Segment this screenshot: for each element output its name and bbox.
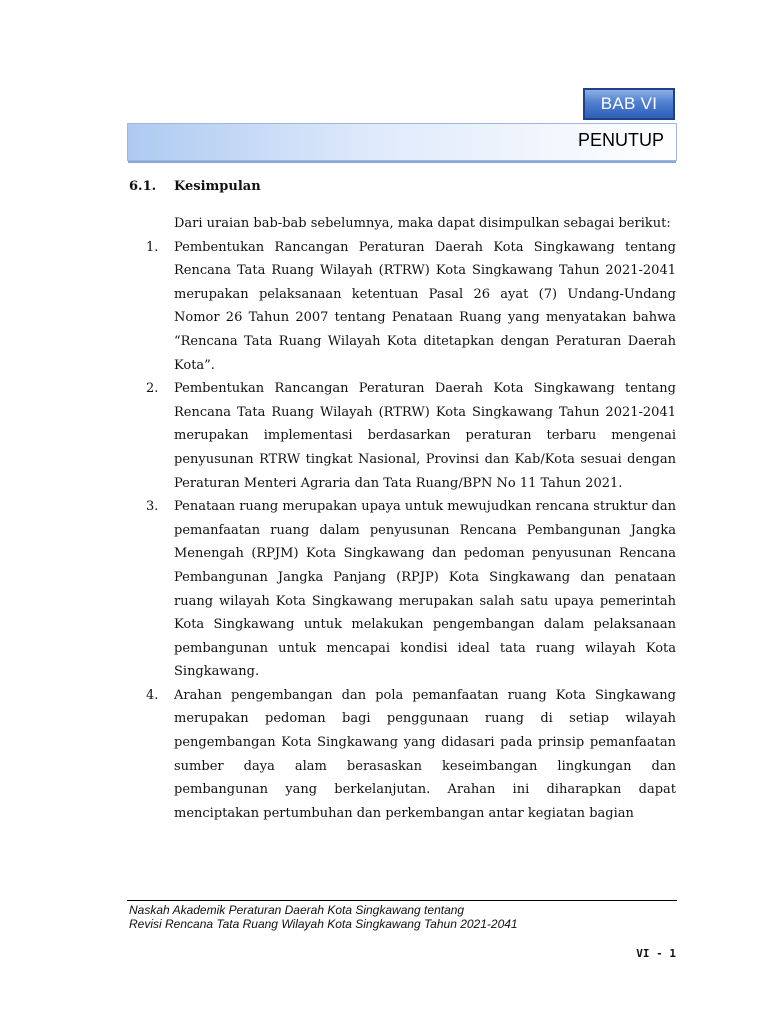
list-item [129, 377, 676, 495]
list-item-text: Arahan pengembangan dan pola pemanfaatan ruang Kota Singkawang merupakan pedoman bagi penggunaan ruang di setiap wilayah pengembangan Kota Singkawang yang didasari pada prinsip pemanfaatan sumber daya alam berasaskan keseimbangan lingkungan dan pembangunan yang berkelanjutan. Arahan ini diharapkan dapat menciptakan pertumbuhan dan perkembangan antar kegiatan bagian [174, 687, 676, 821]
list-item-number: 2. [146, 381, 159, 397]
list-item-number: 3. [146, 499, 159, 515]
list-item-text: Pembentukan Rancangan Peraturan Daerah Kota Singkawang tentang Rencana Tata Ruang Wilayah (RTRW) Kota Singkawang Tahun 2021-2041 merupakan implementasi berdasarkan peraturan terbaru mengenai penyusunan RTRW tingkat Nasional, Provinsi dan Kab/Kota sesuai dengan Peraturan Menteri Agraria dan Tata Ruang/BPN No 11 Tahun 2021. [174, 381, 676, 491]
list-item [129, 684, 676, 826]
list-item-text: Pembentukan Rancangan Peraturan Daerah Kota Singkawang tentang Rencana Tata Ruang Wilayah (RTRW) Kota Singkawang Tahun 2021-2041 merupakan pelaksanaan ketentuan Pasal 26 ayat (7) Undang-Undang Nomor 26 Tahun 2007 tentang Penataan Ruang yang menyatakan bahwa “Rencana Tata Ruang Wilayah Kota ditetapkan dengan Peraturan Daerah Kota”. [174, 239, 676, 373]
intro-paragraph: Dari uraian bab-bab sebelumnya, maka dapat disimpulkan sebagai berikut: [174, 216, 671, 231]
chapter-tab-label: BAB VI [600, 94, 658, 113]
chapter-title-bar [127, 123, 677, 161]
list-item-number: 4. [146, 687, 159, 703]
list-item [129, 236, 676, 378]
list-item-text: Penataan ruang merupakan upaya untuk mewujudkan rencana struktur dan pemanfaatan ruang dalam penyusunan Rencana Pembangunan Jangka Menengah (RPJM) Kota Singkawang dan pedoman penyusunan Rencana Pembangunan Jangka Panjang (RPJP) Kota Singkawang dan penataan ruang wilayah Kota Singkawang merupakan salah satu upaya pemerintah Kota Singkawang untuk melakukan pengembangan dalam pelaksanaan pembangunan untuk mencapai kondisi ideal tata ruang wilayah Kota Singkawang. [174, 499, 676, 680]
section-heading [129, 179, 261, 194]
chapter-title: PENUTUP [577, 130, 664, 150]
list-item [129, 495, 676, 684]
footer-line-2: Revisi Rencana Tata Ruang Wilayah Kota Singkawang Tahun 2021-2041 [129, 917, 518, 931]
chapter-tab [583, 88, 675, 120]
conclusion-list [129, 236, 676, 826]
footer-divider [127, 900, 677, 901]
section-number: 6.1. [129, 179, 157, 194]
section-title: Kesimpulan [174, 179, 261, 194]
list-item-number: 1. [146, 239, 159, 255]
footer-line-1: Naskah Akademik Peraturan Daerah Kota Singkawang tentang [129, 903, 465, 917]
page-number: VI - 1 [636, 947, 676, 960]
footer-text [129, 903, 518, 931]
document-body [129, 212, 676, 825]
